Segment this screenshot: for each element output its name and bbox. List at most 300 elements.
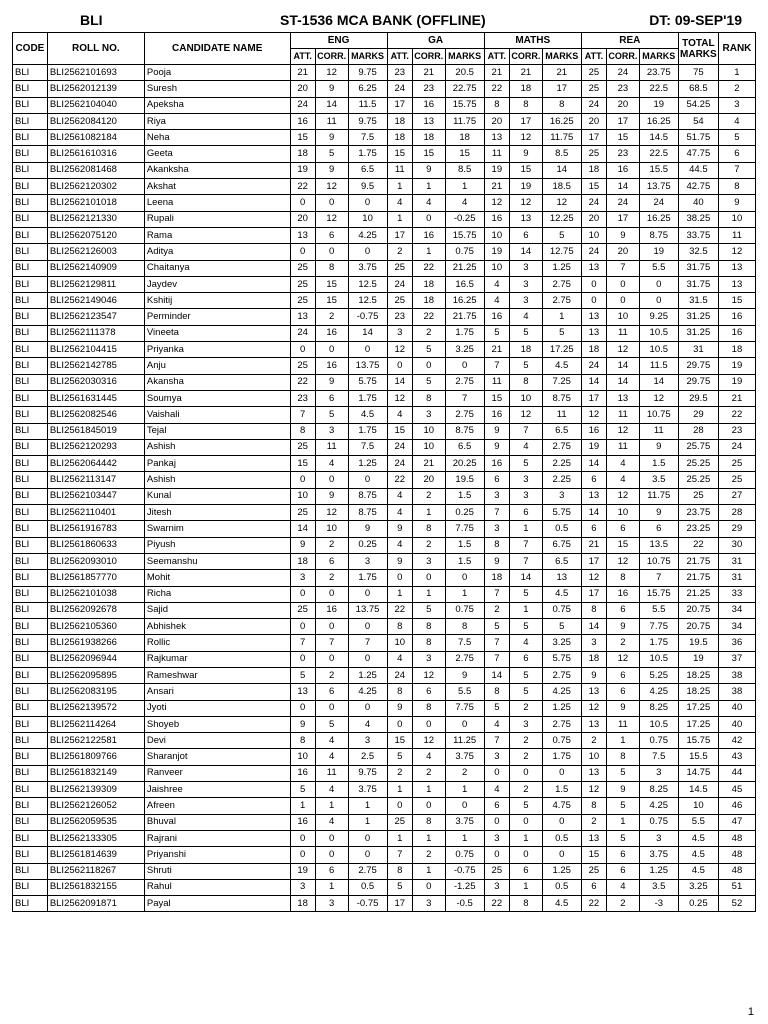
cell-ga-corr: 0: [412, 716, 445, 732]
cell-roll-no: BLI2562092678: [47, 602, 144, 618]
cell-candidate-name: Ansari: [144, 684, 290, 700]
cell-roll-no: BLI2561916783: [47, 521, 144, 537]
table-row: [13, 407, 756, 423]
sub-marks: MARKS: [348, 49, 387, 65]
cell-roll-no: BLI2562091871: [47, 896, 144, 912]
cell-maths-corr: 12: [510, 195, 543, 211]
table-row: [13, 456, 756, 472]
cell-eng-att: 20: [290, 211, 315, 227]
table-row: [13, 521, 756, 537]
cell-eng-att: 9: [290, 537, 315, 553]
table-row: [13, 488, 756, 504]
cell-candidate-name: Seemanshu: [144, 553, 290, 569]
cell-eng-marks: 0: [348, 342, 387, 358]
cell-rank: 1: [718, 65, 755, 81]
cell-maths-att: 19: [484, 162, 509, 178]
cell-eng-corr: 3: [315, 896, 348, 912]
cell-rank: 38: [718, 684, 755, 700]
cell-roll-no: BLI2562142785: [47, 358, 144, 374]
cell-total-marks: 25.75: [678, 439, 718, 455]
cell-eng-corr: 0: [315, 472, 348, 488]
cell-rea-corr: 17: [607, 113, 640, 129]
cell-eng-corr: 9: [315, 130, 348, 146]
cell-maths-marks: 4.25: [542, 684, 581, 700]
cell-total-marks: 20.75: [678, 602, 718, 618]
cell-rank: 31: [718, 553, 755, 569]
cell-maths-marks: 1.25: [542, 863, 581, 879]
cell-roll-no: BLI2562140909: [47, 260, 144, 276]
cell-maths-att: 7: [484, 635, 509, 651]
cell-ga-att: 3: [387, 325, 412, 341]
cell-ga-marks: 1: [445, 782, 484, 798]
cell-maths-att: 4: [484, 782, 509, 798]
cell-eng-att: 0: [290, 651, 315, 667]
cell-eng-att: 0: [290, 619, 315, 635]
cell-maths-corr: 19: [510, 179, 543, 195]
cell-roll-no: BLI2562012139: [47, 81, 144, 97]
table-row: [13, 700, 756, 716]
cell-total-marks: 4.5: [678, 863, 718, 879]
cell-eng-marks: 6.25: [348, 81, 387, 97]
cell-ga-marks: 5.5: [445, 684, 484, 700]
cell-code: BLI: [13, 146, 48, 162]
cell-eng-att: 16: [290, 765, 315, 781]
cell-candidate-name: Jaishree: [144, 782, 290, 798]
cell-maths-att: 5: [484, 619, 509, 635]
cell-eng-corr: 9: [315, 488, 348, 504]
cell-ga-corr: 18: [412, 293, 445, 309]
cell-eng-corr: 12: [315, 179, 348, 195]
cell-ga-att: 5: [387, 879, 412, 895]
cell-maths-att: 5: [484, 700, 509, 716]
sub-marks: MARKS: [542, 49, 581, 65]
cell-roll-no: BLI2562082546: [47, 407, 144, 423]
cell-ga-marks: -0.75: [445, 863, 484, 879]
cell-ga-corr: 2: [412, 488, 445, 504]
cell-eng-att: 0: [290, 847, 315, 863]
cell-eng-att: 24: [290, 97, 315, 113]
cell-eng-marks: 4: [348, 716, 387, 732]
cell-candidate-name: Piyush: [144, 537, 290, 553]
cell-ga-marks: 8: [445, 619, 484, 635]
cell-total-marks: 42.75: [678, 179, 718, 195]
cell-roll-no: BLI2562126052: [47, 798, 144, 814]
cell-maths-att: 22: [484, 81, 509, 97]
cell-rank: 43: [718, 749, 755, 765]
table-row: [13, 684, 756, 700]
cell-ga-att: 23: [387, 65, 412, 81]
cell-maths-marks: 5: [542, 227, 581, 243]
cell-eng-marks: 12.5: [348, 293, 387, 309]
cell-eng-marks: 13.75: [348, 602, 387, 618]
cell-maths-corr: 3: [510, 488, 543, 504]
cell-ga-marks: 1: [445, 586, 484, 602]
cell-candidate-name: Akanksha: [144, 162, 290, 178]
cell-rea-marks: 11.75: [639, 488, 678, 504]
cell-rea-corr: 6: [607, 667, 640, 683]
cell-maths-corr: 7: [510, 423, 543, 439]
cell-rea-att: 25: [581, 65, 606, 81]
cell-maths-att: 0: [484, 765, 509, 781]
cell-eng-corr: 11: [315, 113, 348, 129]
cell-ga-att: 25: [387, 260, 412, 276]
cell-ga-att: 4: [387, 195, 412, 211]
cell-candidate-name: Vineeta: [144, 325, 290, 341]
cell-rea-corr: 20: [607, 97, 640, 113]
cell-eng-marks: 6.5: [348, 162, 387, 178]
table-row: [13, 619, 756, 635]
cell-code: BLI: [13, 505, 48, 521]
cell-ga-att: 4: [387, 537, 412, 553]
table-row: [13, 374, 756, 390]
cell-ga-corr: 23: [412, 81, 445, 97]
cell-rea-corr: 2: [607, 635, 640, 651]
cell-eng-corr: 10: [315, 521, 348, 537]
cell-ga-corr: 10: [412, 439, 445, 455]
cell-eng-marks: 8.75: [348, 505, 387, 521]
cell-rank: 19: [718, 374, 755, 390]
cell-rank: 25: [718, 472, 755, 488]
cell-rank: 51: [718, 879, 755, 895]
cell-total-marks: 18.25: [678, 684, 718, 700]
cell-rea-marks: 11.5: [639, 358, 678, 374]
cell-maths-marks: 0.5: [542, 879, 581, 895]
cell-maths-marks: 16.25: [542, 113, 581, 129]
cell-rea-marks: 1.25: [639, 863, 678, 879]
cell-eng-att: 0: [290, 586, 315, 602]
cell-rank: 40: [718, 716, 755, 732]
cell-candidate-name: Jyoti: [144, 700, 290, 716]
cell-code: BLI: [13, 293, 48, 309]
cell-candidate-name: Chaitanya: [144, 260, 290, 276]
cell-rank: 23: [718, 423, 755, 439]
cell-ga-corr: 8: [412, 619, 445, 635]
cell-ga-marks: 21.25: [445, 260, 484, 276]
cell-total-marks: 32.5: [678, 244, 718, 260]
col-roll-no: ROLL NO.: [47, 33, 144, 65]
cell-total-marks: 31.5: [678, 293, 718, 309]
cell-rea-corr: 17: [607, 211, 640, 227]
cell-candidate-name: Tejal: [144, 423, 290, 439]
cell-rea-marks: 12: [639, 390, 678, 406]
sub-att: ATT.: [290, 49, 315, 65]
cell-eng-att: 0: [290, 244, 315, 260]
cell-eng-att: 3: [290, 879, 315, 895]
cell-roll-no: BLI2562084120: [47, 113, 144, 129]
cell-candidate-name: Swarnim: [144, 521, 290, 537]
cell-rea-marks: 13.75: [639, 179, 678, 195]
cell-ga-marks: 7.75: [445, 700, 484, 716]
cell-ga-corr: 1: [412, 863, 445, 879]
cell-total-marks: 3.25: [678, 879, 718, 895]
cell-candidate-name: Mohit: [144, 570, 290, 586]
cell-eng-marks: 1.25: [348, 667, 387, 683]
cell-ga-corr: 8: [412, 635, 445, 651]
table-row: [13, 830, 756, 846]
table-row: [13, 195, 756, 211]
cell-ga-marks: 20.5: [445, 65, 484, 81]
cell-roll-no: BLI2562104040: [47, 97, 144, 113]
cell-maths-marks: 11: [542, 407, 581, 423]
cell-total-marks: 31.75: [678, 276, 718, 292]
cell-ga-att: 12: [387, 390, 412, 406]
cell-ga-att: 8: [387, 684, 412, 700]
cell-maths-corr: 5: [510, 667, 543, 683]
cell-rea-att: 21: [581, 537, 606, 553]
cell-ga-att: 1: [387, 830, 412, 846]
cell-rea-corr: 9: [607, 782, 640, 798]
cell-total-marks: 31: [678, 342, 718, 358]
cell-rea-corr: 23: [607, 146, 640, 162]
cell-ga-att: 18: [387, 113, 412, 129]
cell-maths-att: 25: [484, 863, 509, 879]
cell-eng-marks: 2.5: [348, 749, 387, 765]
cell-rea-att: 2: [581, 733, 606, 749]
cell-eng-marks: 0: [348, 651, 387, 667]
table-row: [13, 505, 756, 521]
cell-rea-corr: 0: [607, 293, 640, 309]
cell-rea-att: 20: [581, 211, 606, 227]
cell-code: BLI: [13, 667, 48, 683]
cell-roll-no: BLI2562096944: [47, 651, 144, 667]
cell-maths-corr: 5: [510, 358, 543, 374]
cell-code: BLI: [13, 374, 48, 390]
cell-ga-corr: 16: [412, 97, 445, 113]
cell-maths-corr: 4: [510, 635, 543, 651]
table-row: [13, 586, 756, 602]
cell-ga-corr: 8: [412, 521, 445, 537]
cell-maths-marks: 5: [542, 619, 581, 635]
cell-eng-att: 0: [290, 472, 315, 488]
cell-rea-corr: 9: [607, 700, 640, 716]
cell-ga-corr: 21: [412, 65, 445, 81]
cell-rea-marks: 22.5: [639, 81, 678, 97]
cell-ga-att: 24: [387, 456, 412, 472]
cell-rea-corr: 16: [607, 162, 640, 178]
cell-eng-corr: 2: [315, 570, 348, 586]
cell-ga-att: 0: [387, 358, 412, 374]
cell-rank: 7: [718, 162, 755, 178]
cell-maths-att: 20: [484, 113, 509, 129]
cell-code: BLI: [13, 407, 48, 423]
cell-rea-corr: 10: [607, 309, 640, 325]
cell-rea-marks: 10.75: [639, 407, 678, 423]
cell-rank: 10: [718, 211, 755, 227]
cell-maths-att: 19: [484, 244, 509, 260]
cell-eng-att: 19: [290, 162, 315, 178]
cell-maths-att: 3: [484, 488, 509, 504]
cell-roll-no: BLI2562030316: [47, 374, 144, 390]
cell-eng-marks: 1.75: [348, 390, 387, 406]
cell-rea-marks: 3: [639, 765, 678, 781]
cell-ga-marks: 1.75: [445, 325, 484, 341]
table-row: [13, 782, 756, 798]
cell-eng-corr: 7: [315, 635, 348, 651]
cell-rea-att: 9: [581, 667, 606, 683]
cell-rea-corr: 4: [607, 456, 640, 472]
cell-maths-corr: 15: [510, 162, 543, 178]
cell-eng-marks: 3.75: [348, 782, 387, 798]
cell-eng-corr: 6: [315, 227, 348, 243]
cell-eng-marks: 3.75: [348, 260, 387, 276]
cell-rea-corr: 13: [607, 390, 640, 406]
cell-eng-att: 5: [290, 782, 315, 798]
cell-ga-marks: -0.25: [445, 211, 484, 227]
cell-total-marks: 4.5: [678, 847, 718, 863]
cell-ga-marks: 11.75: [445, 113, 484, 129]
cell-eng-corr: 11: [315, 765, 348, 781]
cell-rea-marks: 8.25: [639, 700, 678, 716]
cell-code: BLI: [13, 390, 48, 406]
cell-total-marks: 15.5: [678, 749, 718, 765]
cell-maths-marks: 6.5: [542, 553, 581, 569]
cell-candidate-name: Shoyeb: [144, 716, 290, 732]
cell-maths-marks: 2.75: [542, 667, 581, 683]
cell-eng-att: 13: [290, 227, 315, 243]
table-row: [13, 146, 756, 162]
cell-rea-att: 13: [581, 765, 606, 781]
cell-ga-corr: 1: [412, 782, 445, 798]
cell-code: BLI: [13, 684, 48, 700]
cell-rank: 27: [718, 488, 755, 504]
cell-rea-marks: 4.25: [639, 798, 678, 814]
cell-eng-corr: 0: [315, 700, 348, 716]
cell-total-marks: 25: [678, 488, 718, 504]
cell-rea-marks: 9: [639, 505, 678, 521]
cell-candidate-name: Devi: [144, 733, 290, 749]
table-row: [13, 472, 756, 488]
cell-ga-marks: 0.25: [445, 505, 484, 521]
cell-rea-att: 6: [581, 879, 606, 895]
cell-eng-marks: 3: [348, 733, 387, 749]
cell-rea-att: 12: [581, 407, 606, 423]
cell-rea-corr: 5: [607, 765, 640, 781]
col-candidate-name: CANDIDATE NAME: [144, 33, 290, 65]
cell-maths-marks: 0: [542, 765, 581, 781]
cell-eng-att: 14: [290, 521, 315, 537]
cell-maths-marks: 7.25: [542, 374, 581, 390]
cell-code: BLI: [13, 81, 48, 97]
cell-maths-marks: 17: [542, 81, 581, 97]
cell-rank: 16: [718, 325, 755, 341]
cell-eng-corr: 8: [315, 260, 348, 276]
cell-rea-corr: 11: [607, 325, 640, 341]
cell-maths-marks: 5: [542, 325, 581, 341]
cell-ga-att: 11: [387, 162, 412, 178]
cell-maths-marks: 1.75: [542, 749, 581, 765]
cell-eng-att: 0: [290, 830, 315, 846]
cell-ga-marks: 0: [445, 358, 484, 374]
cell-rank: 28: [718, 505, 755, 521]
cell-rea-marks: 1.75: [639, 635, 678, 651]
cell-code: BLI: [13, 342, 48, 358]
cell-maths-marks: 12: [542, 195, 581, 211]
cell-maths-corr: 2: [510, 749, 543, 765]
cell-candidate-name: Pooja: [144, 65, 290, 81]
cell-maths-corr: 1: [510, 830, 543, 846]
cell-rank: 15: [718, 293, 755, 309]
cell-rea-marks: 5.5: [639, 260, 678, 276]
cell-rea-att: 6: [581, 472, 606, 488]
cell-ga-marks: 3.25: [445, 342, 484, 358]
cell-maths-att: 8: [484, 537, 509, 553]
col-group-maths: MATHS: [484, 33, 581, 49]
cell-rea-att: 14: [581, 505, 606, 521]
cell-rea-marks: 15.5: [639, 162, 678, 178]
table-row: [13, 439, 756, 455]
cell-code: BLI: [13, 456, 48, 472]
cell-ga-marks: 9: [445, 667, 484, 683]
cell-ga-marks: 2.75: [445, 407, 484, 423]
table-row: [13, 651, 756, 667]
cell-ga-att: 1: [387, 211, 412, 227]
cell-rank: 3: [718, 97, 755, 113]
cell-rank: 5: [718, 130, 755, 146]
cell-total-marks: 14.5: [678, 782, 718, 798]
cell-rank: 44: [718, 765, 755, 781]
cell-ga-corr: 3: [412, 651, 445, 667]
cell-total-marks: 44.5: [678, 162, 718, 178]
cell-total-marks: 25.25: [678, 472, 718, 488]
cell-maths-att: 11: [484, 146, 509, 162]
cell-maths-att: 5: [484, 325, 509, 341]
cell-rank: 48: [718, 830, 755, 846]
cell-roll-no: BLI2562101038: [47, 586, 144, 602]
cell-total-marks: 25.25: [678, 456, 718, 472]
sub-corr: CORR.: [412, 49, 445, 65]
page-title: ST-1536 MCA BANK (OFFLINE): [280, 12, 486, 28]
cell-rank: 24: [718, 439, 755, 455]
table-row: [13, 635, 756, 651]
cell-eng-marks: 7: [348, 635, 387, 651]
cell-maths-marks: 6.5: [542, 423, 581, 439]
cell-eng-att: 18: [290, 553, 315, 569]
cell-total-marks: 28: [678, 423, 718, 439]
cell-eng-marks: 1.75: [348, 570, 387, 586]
cell-rea-corr: 6: [607, 863, 640, 879]
cell-maths-att: 21: [484, 179, 509, 195]
cell-total-marks: 38.25: [678, 211, 718, 227]
cell-eng-corr: 1: [315, 879, 348, 895]
sub-marks: MARKS: [639, 49, 678, 65]
cell-code: BLI: [13, 195, 48, 211]
cell-ga-marks: 1.5: [445, 488, 484, 504]
cell-code: BLI: [13, 439, 48, 455]
cell-ga-att: 0: [387, 798, 412, 814]
cell-rank: 19: [718, 358, 755, 374]
cell-roll-no: BLI2562139572: [47, 700, 144, 716]
cell-roll-no: BLI2561857770: [47, 570, 144, 586]
cell-rea-marks: 19: [639, 244, 678, 260]
cell-rea-corr: 15: [607, 537, 640, 553]
cell-total-marks: 51.75: [678, 130, 718, 146]
table-header: [13, 33, 756, 65]
table-row: [13, 716, 756, 732]
table-row: [13, 260, 756, 276]
cell-maths-marks: 5.75: [542, 651, 581, 667]
cell-maths-marks: 2.25: [542, 456, 581, 472]
cell-ga-att: 24: [387, 667, 412, 683]
cell-eng-marks: 9.75: [348, 65, 387, 81]
cell-maths-corr: 0: [510, 847, 543, 863]
cell-rea-att: 8: [581, 602, 606, 618]
cell-eng-att: 18: [290, 896, 315, 912]
cell-eng-marks: 9.5: [348, 179, 387, 195]
cell-maths-corr: 13: [510, 211, 543, 227]
cell-maths-corr: 21: [510, 65, 543, 81]
cell-rea-marks: 14: [639, 374, 678, 390]
cell-candidate-name: Ashish: [144, 439, 290, 455]
